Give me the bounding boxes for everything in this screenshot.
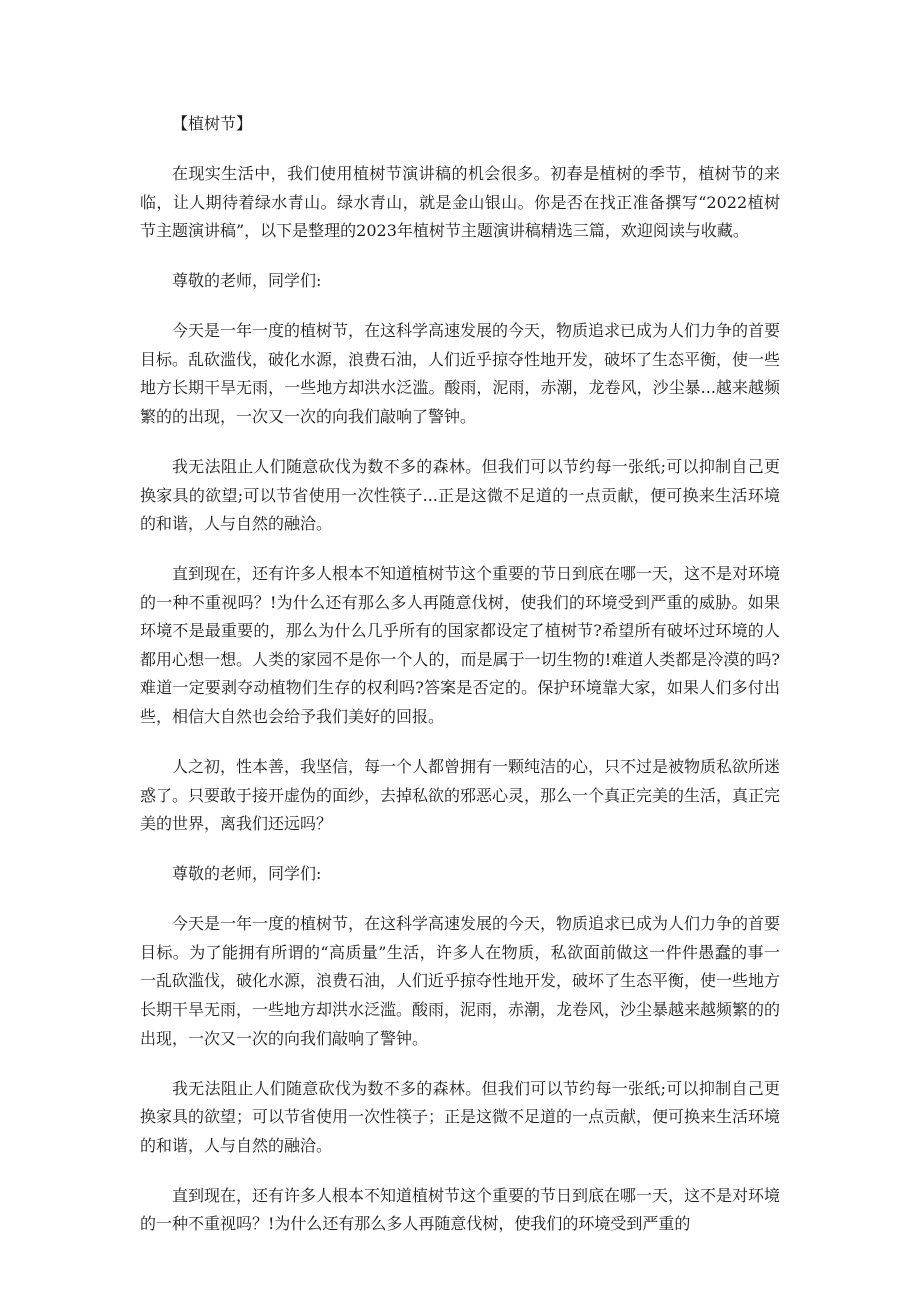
document-body — [140, 110, 780, 1260]
body-paragraph: 我无法阻止人们随意砍伐为数不多的森林。但我们可以节约每一张纸;可以抑制自己更换家具的欲望；可以节省使用一次性筷子；正是这微不足道的一点贡献，便可换来生活环境的和谐，人与自然的融洽。 — [140, 1078, 781, 1155]
body-paragraph: 我无法阻止人们随意砍伐为数不多的森林。但我们可以节约每一张纸;可以抑制自己更换家具的欲望;可以节省使用一次性筷子...正是这微不足道的一点贡献，便可换来生活环境的和谐，人与自然的融洽。 — [140, 456, 780, 534]
document-heading: 【植树节】 — [172, 114, 253, 133]
intro-paragraph: 在现实生活中，我们使用植树节演讲稿的机会很多。初春是植树的季节，植树节的来临，让人期待着绿水青山。绿水青山，就是金山银山。你是否在找正准备撰写“2022植树节主题演讲稿”，以下是整理的2023年植树节主题演讲稿精选三篇，欢迎阅读与收藏。 — [140, 163, 780, 241]
body-paragraph: 直到现在，还有许多人根本不知道植树节这个重要的节日到底在哪一天，这不是对环境的一种不重视吗？!为什么还有那么多人再随意伐树，使我们的环境受到严重的威胁。如果环境不是最重要的，那么为什么几乎所有的国家都设定了植树节?希望所有破坏过环境的人都用心想一想。人类的家园不是你一个人的，而是属于一切生物的!难道人类都是冷漠的吗?难道一定要剥夺动植物们生存的权利吗?答案是否定的。保护环境靠大家，如果人们多付出些，相信大自然也会给予我们美好的回报。 — [140, 564, 781, 727]
salutation: 尊敬的老师，同学们: — [172, 864, 322, 884]
body-paragraph: 今天是一年一度的植树节，在这科学高速发展的今天，物质追求已成为人们力争的首要目标。为了能拥有所谓的“高质量”生活，许多人在物质，私欲面前做这一件件愚蠢的事一一乱砍滥伐，破化水源，浪费石油，人们近乎掠夺性地开发，破坏了生态平衡，使一些地方长期干旱无雨，一些地方却洪水泛滥。酸雨，泥雨，赤潮，龙卷风，沙尘暴越来越频繁的的出现，一次又一次的向我们敲响了警钟。 — [140, 914, 781, 1048]
body-paragraph: 今天是一年一度的植树节，在这科学高速发展的今天，物质追求已成为人们力争的首要目标。乱砍滥伐，破化水源，浪费石油，人们近乎掠夺性地开发，破坏了生态平衡，使一些地方长期干旱无雨，一些地方却洪水泛滥。酸雨，泥雨，赤潮，龙卷风，沙尘暴...越来越频繁的的出现，一次又一次的向我们敲响了警钟。 — [140, 321, 781, 426]
body-paragraph: 人之初，性本善，我坚信，每一个人都曾拥有一颗纯洁的心，只不过是被物质私欲所迷惑了。只要敢于接开虚伪的面纱，去掉私欲的邪恶心灵，那么一个真正完美的生活，真正完美的世界，离我们还远吗？ — [140, 757, 781, 834]
body-paragraph: 直到现在，还有许多人根本不知道植树节这个重要的节日到底在哪一天，这不是对环境的一种不重视吗？!为什么还有那么多人再随意伐树，使我们的环境受到严重的 — [140, 1185, 781, 1234]
salutation: 尊敬的老师，同学们: — [172, 271, 322, 291]
